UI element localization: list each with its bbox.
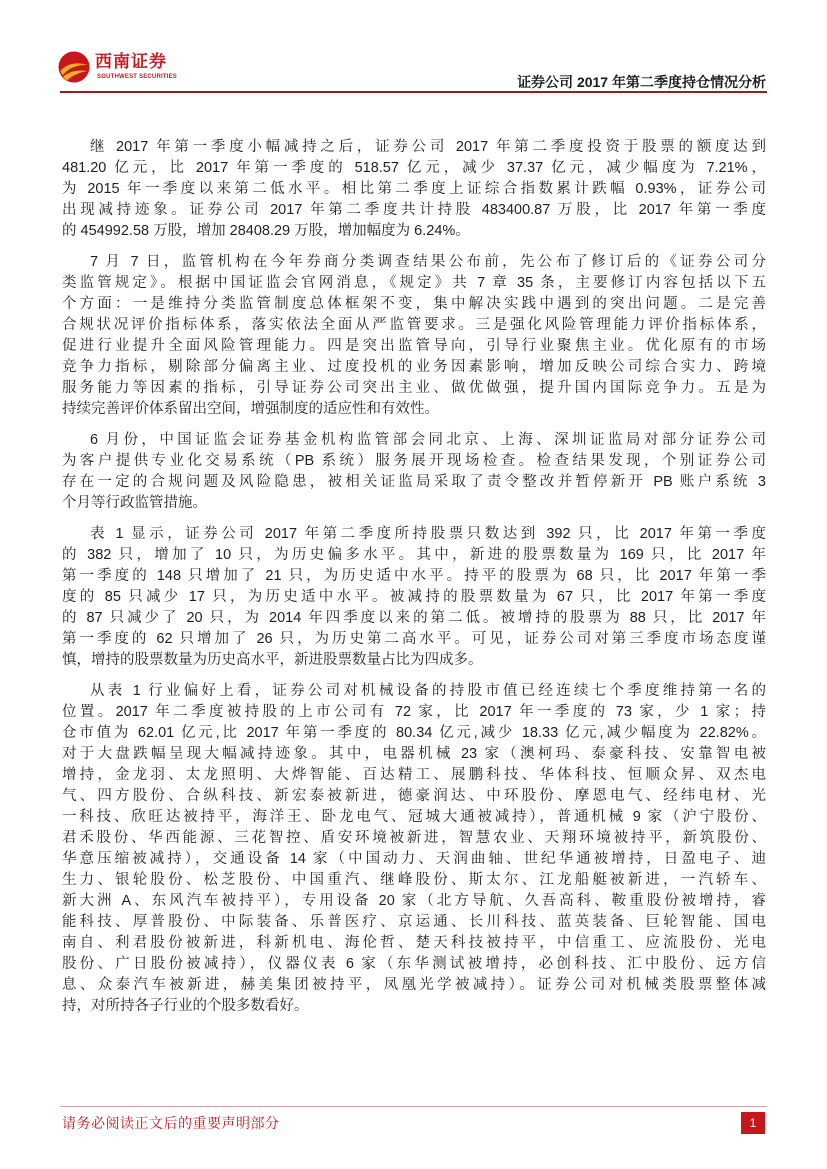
paragraph-line: 个方面：一是维持分类监管制度总体框架不变，集中解决实践中遇到的突出问题。二是完善	[62, 296, 766, 312]
logo-subtext: SOUTHWEST SECURITIES	[97, 74, 178, 80]
paragraph-line: 股份、广日股份被减持），仪器仪表 6 家（东华测试被增持，必创科技、汇中股份、远方信	[62, 956, 766, 972]
paragraph	[62, 430, 766, 514]
page-header	[0, 0, 827, 100]
paragraph-line: 君禾股份、华西能源、三花智控、盾安环境被新进，智慧农业、天翔环境被持平，新筑股份、	[62, 830, 766, 846]
paragraph-line: 存在一定的合规问题及风险隐患，被相关证监局采取了责令整改并暂停新开 PB 账户系统 3	[62, 474, 766, 490]
paragraph-line: 481.20 亿元，比 2017 年第一季度的 518.57 亿元，减少 37.37 亿元，减少幅度为 7.21%，	[62, 160, 766, 176]
footer-divider	[60, 1106, 767, 1107]
paragraph-line: 新大洲 A、东风汽车被持平），专用设备 20 家（北方导航、久吾高科、鞍重股份被增持，睿	[62, 893, 766, 909]
page-number: 1	[741, 1112, 765, 1134]
report-body	[62, 137, 766, 1027]
disclaimer-text: 请务必阅读正文后的重要声明部分	[62, 1115, 280, 1131]
paragraph-line: 7 月 7 日，监管机构在今年券商分类调查结果公布前，先公布了修订后的《证券公司分	[90, 254, 766, 270]
paragraph-line: 气、四方股份、合纵科技、新宏泰被新进，德豪润达、中环股份、摩恩电气、经纬电材、光	[62, 788, 766, 804]
paragraph-line: 为客户提供专业化交易系统（PB 系统）服务展开现场检查。检查结果发现，个别证券公司	[62, 453, 766, 469]
paragraph-line: 一科技、欣旺达被持平，海洋王、卧龙电气、冠城大通被减持），普通机械 9 家（沪宁股份、	[62, 809, 766, 825]
company-logo	[57, 49, 178, 85]
paragraph-line: 第一季度的 62 只增加了 26 只，为历史第二高水平。可见，证券公司对第三季度市场态度谨	[62, 631, 766, 647]
paragraph-line: 能科技、厚普股份、中际装备、乐普医疗、京运通、长川科技、蓝英装备、巨轮智能、国电	[62, 914, 766, 930]
paragraph-line: 对于大盘跌幅呈现大幅减持迹象。其中，电器机械 23 家（澳柯玛、泰豪科技、安靠智电被	[62, 746, 766, 762]
paragraph-line: 个月等行政监管措施。	[62, 495, 207, 511]
paragraph-line: 的 454992.58 万股，增加 28408.29 万股，增加幅度为 6.24%。	[62, 223, 470, 239]
logo-emblem-icon	[57, 50, 91, 84]
paragraph-line: 增持，金龙羽、太龙照明、大烨智能、百达精工、展鹏科技、华体科技、恒顺众昇、双杰电	[62, 767, 766, 783]
logo-text: 西南证券	[95, 52, 167, 72]
paragraph-line: 仓市值为 62.01 亿元,比 2017 年第一季度的 80.34 亿元,减少 18.33 亿元,减少幅度为 22.82%。	[62, 725, 766, 741]
paragraph-line: 的 87 只减少了 20 只，为 2014 年四季度以来的第二低。被增持的股票为 88 只，比 2017 年	[62, 610, 766, 626]
paragraph-line: 生力、银轮股份、松芝股份、中国重汽、继峰股份、斯太尔、江龙船艇被新进，一汽轿车、	[62, 872, 766, 888]
paragraph	[62, 681, 766, 1017]
paragraph-line: 度的 85 只减少 17 只，为历史适中水平。被减持的股票数量为 67 只，比 2017 年第一季度	[62, 589, 766, 605]
paragraph	[62, 137, 766, 242]
paragraph-line: 慎，增持的股票数量为历史高水平，新进股票数量占比为四成多。	[62, 652, 483, 668]
paragraph-line: 出现减持迹象。证券公司 2017 年第二季度共计持股 483400.87 万股，比 2017 年第一季度	[62, 202, 766, 218]
paragraph-line: 6 月份，中国证监会证券基金机构监管部会同北京、上海、深圳证监局对部分证券公司	[90, 432, 766, 448]
page-footer	[0, 1095, 827, 1169]
paragraph-line: 竞争力指标，剔除部分偏离主业、过度投机的业务因素影响，增加反映公司综合实力、跨境	[62, 359, 766, 375]
paragraph-line: 从表 1 行业偏好上看，证券公司对机械设备的持股市值已经连续七个季度维持第一名的	[90, 683, 766, 699]
header-divider	[60, 91, 767, 93]
report-title: 证券公司 2017 年第二季度持仓情况分析	[517, 74, 766, 90]
paragraph-line: 华意压缩被减持），交通设备 14 家（中国动力、天润曲轴、世纪华通被增持，日盈电子、迪	[62, 851, 766, 867]
paragraph-line: 促进行业提升全面风险管理能力。四是突出监管导向，引导行业聚焦主业。优化原有的市场	[62, 338, 766, 354]
paragraph-line: 南自、利君股份被新进，科新机电、海伦哲、楚天科技被持平，中信重工、应流股份、光电	[62, 935, 766, 951]
paragraph-line: 类监管规定》。根据中国证监会官网消息，《规定》共 7 章 35 条，主要修订内容包括以下五	[62, 275, 766, 291]
paragraph-line: 合规状况评价指标体系，落实依法全面从严监管要求。三是强化风险管理能力评价指标体系，	[62, 317, 766, 333]
paragraph-line: 表 1 显示，证券公司 2017 年第二季度所持股票只数达到 392 只，比 2017 年第一季度	[90, 526, 766, 542]
paragraph-line: 继 2017 年第一季度小幅减持之后，证券公司 2017 年第二季度投资于股票的额度达到	[90, 139, 766, 155]
paragraph	[62, 524, 766, 671]
paragraph-line: 息、众泰汽车被新进，赫美集团被持平，凤凰光学被减持）。证券公司对机械类股票整体减	[62, 977, 766, 993]
paragraph-line: 持续完善评价体系留出空间，增强制度的适应性和有效性。	[62, 401, 439, 417]
paragraph-line: 持，对所持各子行业的个股多数看好。	[62, 998, 309, 1014]
paragraph-line: 的 382 只，增加了 10 只，为历史偏多水平。其中，新进的股票数量为 169 只，比 2017 年	[62, 547, 766, 563]
paragraph-line: 服务能力等因素的指标，引导证券公司突出主业、做优做强，提升国内国际竞争力。五是为	[62, 380, 766, 396]
paragraph-line: 第一季度的 148 只增加了 21 只，为历史适中水平。持平的股票为 68 只，比 2017 年第一季	[62, 568, 766, 584]
paragraph-line: 为 2015 年一季度以来第二低水平。相比第二季度上证综合指数累计跌幅 0.93%，证券公司	[62, 181, 766, 197]
paragraph	[62, 252, 766, 420]
paragraph-line: 位置。2017 年二季度被持股的上市公司有 72 家，比 2017 年一季度的 73 家，少 1 家；持	[62, 704, 766, 720]
